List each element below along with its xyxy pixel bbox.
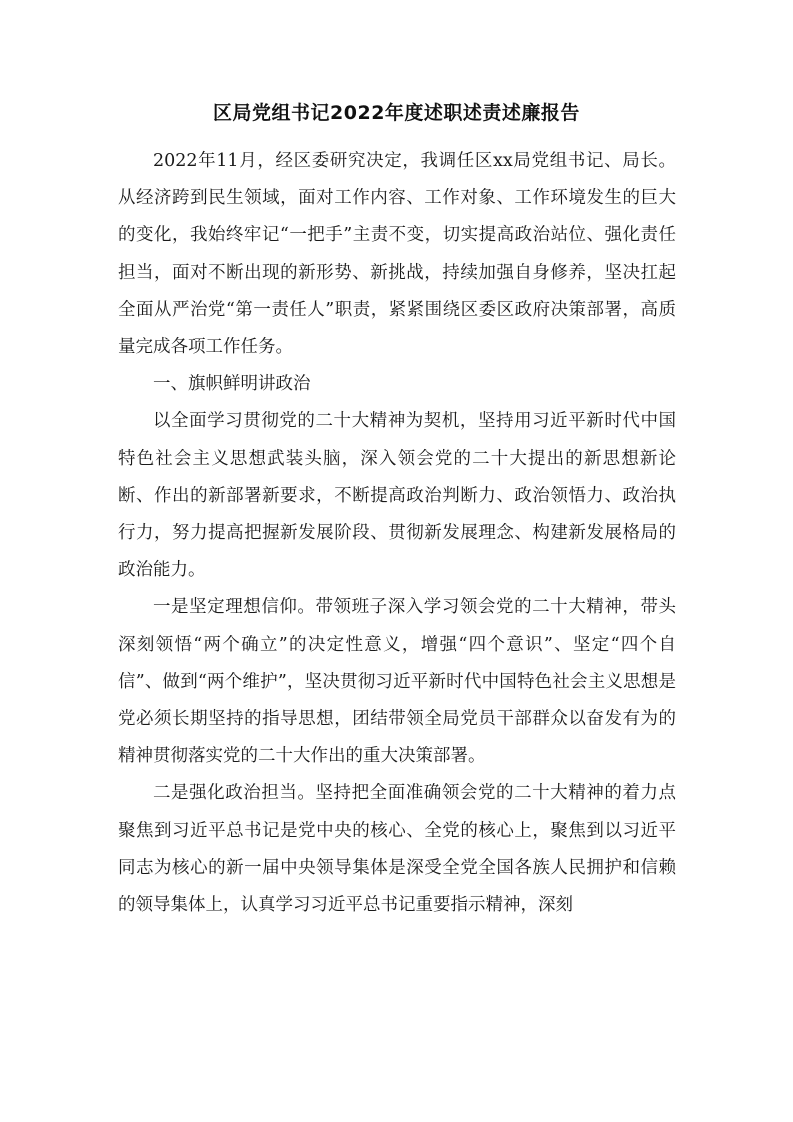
section-heading: 一、旗帜鲜明讲政治 (153, 374, 311, 395)
intro-paragraph: 2022年11月，经区委研究决定，我调任区xx局党组书记、局长。从经济跨到民生领域，面对工作内容、工作对象、工作环境发生的巨大的变化，我始终牢记“一把手”主责不变，切实提高政治站位、强化责任担当，面对不断出现的新形势、新挑战，持续加强自身修养，坚决扛起全面从严治党“第一责任人”职责，紧紧围绕区委区政府决策部署，高质量完成各项工作任务。 (118, 151, 676, 358)
section-intro-paragraph: 以全面学习贯彻党的二十大精神为契机，坚持用习近平新时代中国特色社会主义思想武装头脑，深入领会党的二十大提出的新思想新论断、作出的新部署新要求，不断提高政治判断力、政治领悟力、政治执行力，努力提高把握新发展阶段、贯彻新发展理念、构建新发展格局的政治能力。 (118, 411, 676, 581)
point-one-paragraph: 一是坚定理想信仰。带领班子深入学习领会党的二十大精神，带头深刻领悟“两个确立”的决定性意义，增强“四个意识”、坚定“四个自信”、做到“两个维护”，坚决贯彻习近平新时代中国特色社会主义思想是党必须长期坚持的指导思想，团结带领全局党员干部群众以奋发有为的精神贯彻落实党的二十大作出的重大决策部署。 (118, 597, 676, 767)
point-two-paragraph: 二是强化政治担当。坚持把全面准确领会党的二十大精神的着力点聚焦到习近平总书记是党中央的核心、全党的核心上，聚焦到以习近平同志为核心的新一届中央领导集体是深受全党全国各族人民拥护和信赖的领导集体上，认真学习习近平总书记重要指示精神，深刻 (118, 783, 676, 916)
document-title: 区局党组书记2022年度述职述责述廉报告 (213, 102, 580, 124)
document-body (118, 143, 676, 924)
